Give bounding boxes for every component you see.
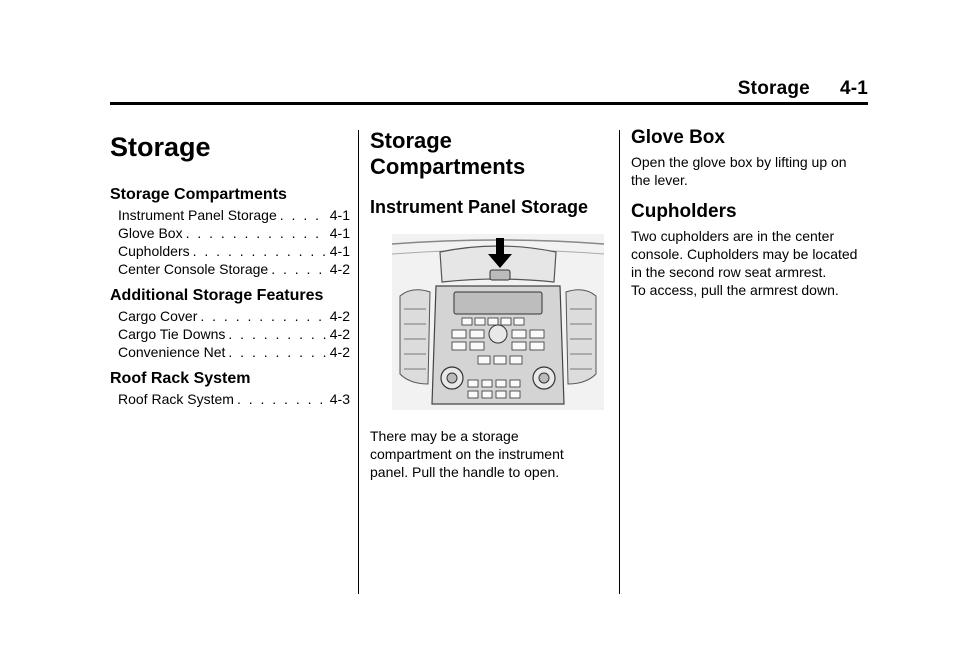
caption-line: There may be a storage [370, 428, 519, 444]
text-line: console. Cupholders may be located [631, 246, 858, 262]
cupholders-text [631, 227, 867, 299]
toc-title: Storage [110, 132, 211, 162]
toc-entry-page: 4-2 [329, 308, 350, 324]
toc-entry-text: Center Console Storage [118, 261, 269, 277]
text-line: in the second row seat armrest. [631, 264, 827, 280]
column-divider-2 [619, 130, 620, 594]
toc-entry-text: Instrument Panel Storage [118, 207, 277, 223]
instrument-panel-illustration [392, 234, 604, 410]
toc-leader [228, 343, 326, 361]
toc-entry[interactable] [110, 343, 350, 361]
column-divider-1 [358, 130, 359, 594]
toc-entry[interactable] [110, 325, 350, 343]
toc-group-heading: Storage Compartments [110, 186, 287, 203]
storage-compartments-column [370, 125, 606, 481]
toc-column [110, 125, 350, 408]
toc-leader [228, 325, 326, 343]
page-header [738, 78, 868, 100]
toc-entry-page: 4-1 [329, 243, 350, 259]
header-page-number: 4-1 [839, 78, 868, 99]
text-line: To access, pull the armrest down. [631, 282, 839, 298]
toc-entry-page: 4-3 [329, 391, 350, 407]
toc-entry-page: 4-2 [329, 326, 350, 342]
toc-entry-text: Cargo Tie Downs [118, 326, 226, 342]
toc-entry-page: 4-2 [329, 261, 350, 277]
toc-entry-text: Glove Box [118, 225, 183, 241]
toc-leader [271, 260, 327, 278]
glove-box-title: Glove Box [631, 127, 725, 148]
cupholders-title: Cupholders [631, 201, 737, 222]
toc-group-heading: Roof Rack System [110, 370, 251, 387]
toc-list [110, 390, 350, 408]
toc-entry[interactable] [110, 242, 350, 260]
subsection-title: Instrument Panel Storage [370, 197, 589, 217]
section-title-line2: Compartments [370, 154, 526, 179]
toc-leader [186, 224, 327, 242]
toc-entry[interactable] [110, 390, 350, 408]
toc-entry-page: 4-1 [329, 207, 350, 223]
toc-leader [280, 206, 327, 224]
toc-leader [237, 390, 327, 408]
glove-cupholder-column [631, 125, 867, 299]
caption-line: panel. Pull the handle to open. [370, 464, 560, 480]
toc-group-heading: Additional Storage Features [110, 287, 324, 304]
toc-entry-page: 4-2 [329, 344, 350, 360]
text-line: Open the glove box by lifting up on [631, 154, 847, 170]
toc-entry[interactable] [110, 206, 350, 224]
toc-leader [193, 242, 327, 260]
toc-entry-page: 4-1 [329, 225, 350, 241]
header-rule [110, 102, 868, 105]
toc-entry[interactable] [110, 224, 350, 242]
toc-list [110, 206, 350, 278]
instrument-panel-figure [392, 234, 604, 410]
caption-line: compartment on the instrument [370, 446, 564, 462]
toc-entry-text: Cargo Cover [118, 308, 198, 324]
section-title-line1: Storage [370, 128, 452, 153]
text-line: Two cupholders are in the center [631, 228, 835, 244]
toc-entry[interactable] [110, 260, 350, 278]
toc-entry-text: Convenience Net [118, 344, 226, 360]
toc-entry[interactable] [110, 307, 350, 325]
toc-entry-text: Cupholders [118, 243, 190, 259]
section-title [370, 125, 606, 180]
text-line: the lever. [631, 172, 688, 188]
toc-list [110, 307, 350, 361]
glove-box-text [631, 153, 867, 189]
instrument-panel-caption [370, 427, 606, 481]
header-section: Storage [737, 78, 810, 99]
toc-entry-text: Roof Rack System [118, 391, 234, 407]
toc-leader [200, 307, 326, 325]
